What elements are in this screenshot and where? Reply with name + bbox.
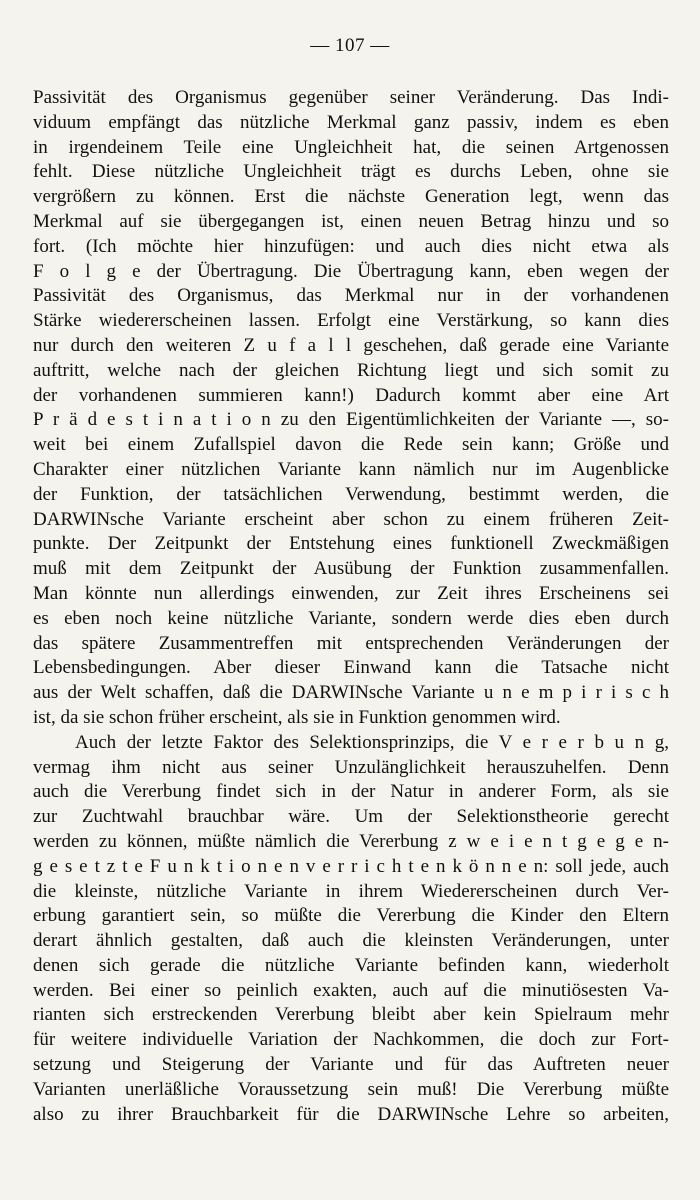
text-line: auftritt, welche nach der gleichen Richtung liegt und sich somit zu [33,359,669,381]
text-line: auch die Vererbung findet sich in der Natur in anderer Form, als sie [33,781,669,803]
text-line: in irgendeinem Teile eine Ungleichheit hat, die seinen Artgenossen [33,136,669,158]
text-line: Man könnte nun allerdings einwenden, zur Zeit ihres Erscheinens sei [33,582,669,604]
text-line: für weitere individuelle Variation der Nachkommen, die doch zur Fort- [33,1029,669,1051]
text-line: Merkmal auf sie übergegangen ist, einen neuen Betrag hinzu und so [33,210,669,232]
text-line: werden. Bei einer so peinlich exakten, auch auf die minutiösesten Va- [33,979,669,1001]
text-line: setzung und Steigerung der Variante und für das Auftreten neuer [33,1054,669,1076]
text-line: Stärke wiedererscheinen lassen. Erfolgt eine Verstärkung, so kann dies [33,310,669,332]
text-line: DARWINsche Variante erscheint aber schon zu einem früheren Zeit- [33,508,669,530]
text-line: rianten sich erstreckenden Vererbung bleibt aber kein Spielraum mehr [33,1004,669,1026]
text-line: fort. (Ich möchte hier hinzufügen: und auch dies nicht etwa als [33,235,669,257]
text-line: aus der Welt schaffen, daß die DARWINsche Variante u n e m p i r i s c h [33,682,669,704]
paragraph-1 [33,86,669,731]
text-line: werden zu können, müßte nämlich die Vererbung z w e i e n t g e g e n- [33,830,669,852]
text-line: der vorhandenen summieren kann!) Dadurch kommt aber eine Art [33,384,669,406]
text-line: Passivität des Organismus, das Merkmal nur in der vorhandenen [33,285,669,307]
text-line: muß mit dem Zeitpunkt der Ausübung der Funktion zusammenfallen. [33,558,669,580]
text-line: erbung garantiert sein, so müßte die Vererbung die Kinder den Eltern [33,905,669,927]
text-line: Varianten unerläßliche Voraussetzung sein muß! Die Vererbung müßte [33,1078,669,1100]
text-line: der Funktion, der tatsächlichen Verwendung, bestimmt werden, die [33,483,669,505]
page-body [33,86,669,1127]
text-line: denen sich gerade die nützliche Variante befinden kann, wiederholt [33,954,669,976]
paragraph-2 [33,731,669,1128]
text-line: zur Zuchtwahl brauchbar wäre. Um der Selektionstheorie gerecht [33,806,669,828]
text-line: es eben noch keine nützliche Variante, sondern werde dies eben durch [33,607,669,629]
text-line: g e s e t z t e F u n k t i o n e n v e r r i c h t e n k ö n n e n: soll jede, auch [33,855,669,877]
page-number: — 107 — [310,35,390,56]
text-line: die kleinste, nützliche Variante in ihrem Wiedererscheinen durch Ver- [33,880,669,902]
text-line: Passivität des Organismus gegenüber seiner Veränderung. Das Indi- [33,87,669,108]
text-line: ist, da sie schon früher erscheint, als sie in Funktion genommen wird. [33,706,561,728]
text-line: Lebensbedingungen. Aber dieser Einwand kann die Tatsache nicht [33,657,669,679]
text-line: weit bei einem Zufallspiel davon die Rede sein kann; Größe und [33,434,669,456]
text-line: fehlt. Diese nützliche Ungleichheit trägt es durchs Leben, ohne sie [33,161,669,183]
text-line: vermag ihm nicht aus seiner Unzulänglichkeit herauszuhelfen. Denn [33,756,669,778]
text-line: F o l g e der Übertragung. Die Übertragung kann, eben wegen der [33,260,669,282]
text-line: nur durch den weiteren Z u f a l l geschehen, daß gerade eine Variante [33,334,669,356]
text-line: punkte. Der Zeitpunkt der Entstehung eines funktionell Zweckmäßigen [33,533,669,555]
text-line: P r ä d e s t i n a t i o n zu den Eigentümlichkeiten der Variante —, so- [33,409,669,431]
text-line: Auch der letzte Faktor des Selektionsprinzips, die V e r e r b u n g, [75,731,669,753]
text-line: vergrößern zu können. Erst die nächste Generation legt, wenn das [33,186,669,208]
text-line: derart ähnlich gestalten, daß auch die kleinsten Veränderungen, unter [33,930,669,952]
text-line: also zu ihrer Brauchbarkeit für die DARWINsche Lehre so arbeiten, [33,1103,669,1125]
text-line: Charakter einer nützlichen Variante kann nämlich nur im Augenblicke [33,458,669,480]
text-line: viduum empfängt das nützliche Merkmal ganz passiv, indem es eben [33,111,669,133]
text-line: das spätere Zusammentreffen mit entsprechenden Veränderungen der [33,632,669,654]
